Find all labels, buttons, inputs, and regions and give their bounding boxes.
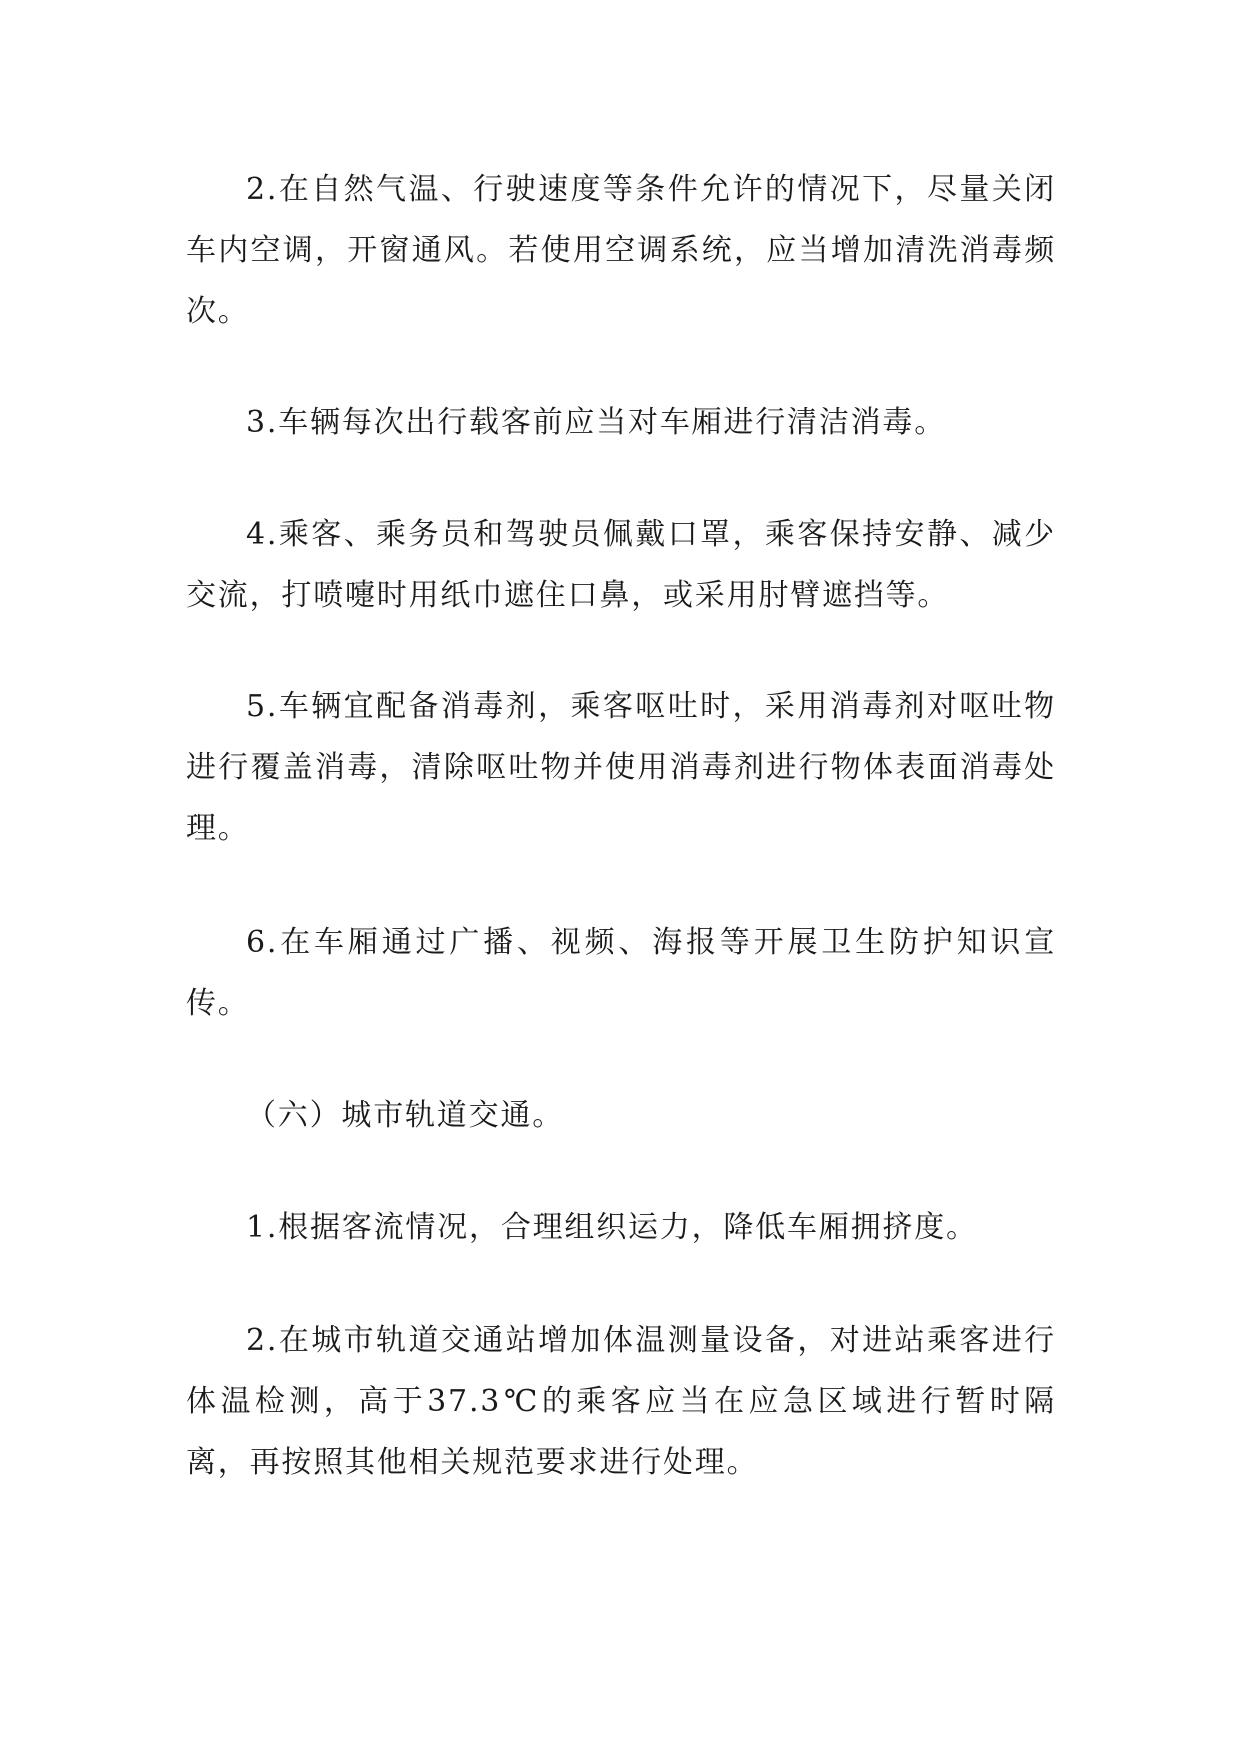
paragraph-temperature-screening: 2.在城市轨道交通站增加体温测量设备，对进站乘客进行体温检测，高于37.3℃的乘客应当在应急区域进行暂时隔离，再按照其他相关规范要求进行处理。 — [186, 1323, 1056, 1480]
paragraph-vomit-disinfection: 5.车辆宜配备消毒剂，乘客呕吐时，采用消毒剂对呕吐物进行覆盖消毒，清除呕吐物并使用消毒剂进行物体表面消毒处理。 — [186, 689, 1056, 846]
paragraph-wear-masks: 4.乘客、乘务员和驾驶员佩戴口罩，乘客保持安静、减少交流，打喷嚏时用纸巾遮住口鼻，或采用肘臂遮挡等。 — [186, 517, 1056, 613]
paragraph-vehicle-disinfection: 3.车辆每次出行载客前应当对车厢进行清洁消毒。 — [246, 405, 947, 440]
paragraph-vehicle-ventilation: 2.在自然气温、行驶速度等条件允许的情况下，尽量关闭车内空调，开窗通风。若使用空调系统，应当增加清洗消毒频次。 — [186, 172, 1056, 329]
paragraph-health-publicity: 6.在车厢通过广播、视频、海报等开展卫生防护知识宣传。 — [186, 925, 1056, 1021]
paragraph-capacity-organization: 1.根据客流情况，合理组织运力，降低车厢拥挤度。 — [246, 1210, 978, 1245]
section-heading-urban-rail: （六）城市轨道交通。 — [246, 1098, 564, 1133]
